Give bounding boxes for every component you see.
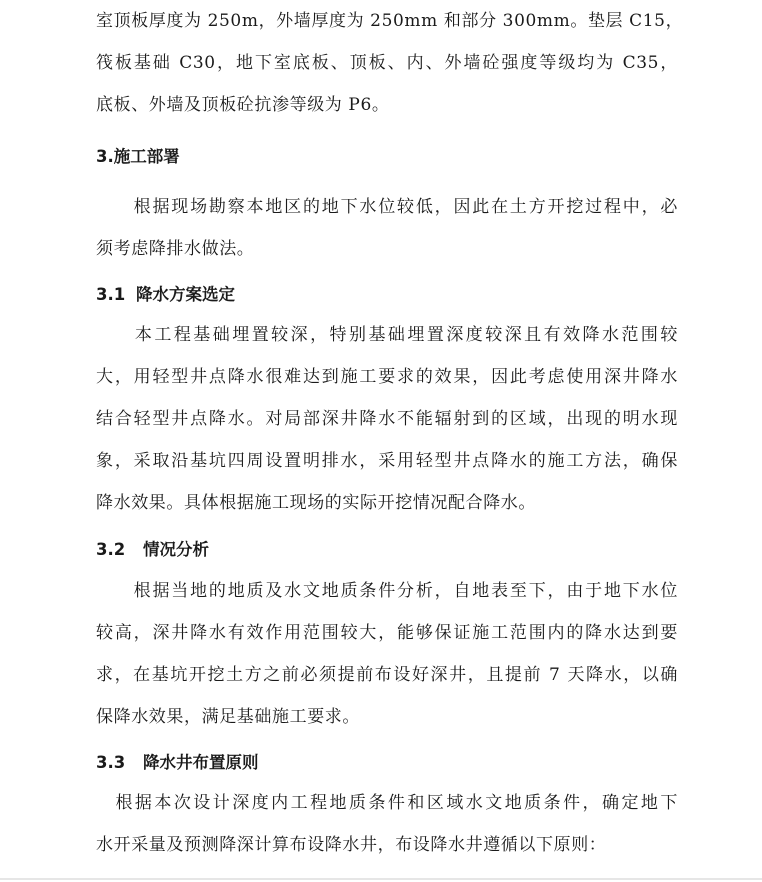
paragraph-section-3-3 (96, 782, 678, 866)
section-heading-3 (96, 143, 180, 171)
page-bottom-edge (0, 878, 762, 880)
section-title: 情况分析 (143, 540, 209, 559)
text-line: 较高，深井降水有效作用范围较大，能够保证施工范围内的降水达到要 (96, 623, 678, 643)
text-line: 根据现场勘察本地区的地下水位较低，因此在土方开挖过程中，必 (96, 197, 678, 217)
text-line: 室顶板厚度为 250m，外墙厚度为 250mm 和部分 300mm。垫层 C15， (96, 11, 684, 31)
text-line: 大，用轻型井点降水很难达到施工要求的效果，因此考虑使用深井降水 (96, 367, 678, 387)
text-line: 根据本次设计深度内工程地质条件和区域水文地质条件，确定地下 (96, 793, 678, 813)
section-title: 降水井布置原则 (143, 753, 259, 772)
section-heading-3-1 (96, 281, 235, 309)
paragraph-section-3-1 (96, 314, 678, 524)
text-line: 象，采取沿基坑四周设置明排水，采用轻型井点降水的施工方法，确保 (96, 451, 678, 471)
section-number: 3.3 (96, 753, 126, 772)
text-line: 须考虑降排水做法。 (96, 239, 255, 259)
text-line: 求，在基坑开挖土方之前必须提前布设好深井，且提前 7 天降水，以确 (96, 665, 678, 685)
section-number: 3.2 (96, 540, 126, 559)
paragraph-section-3 (96, 186, 678, 270)
section-heading-3-2 (96, 536, 209, 564)
section-title: 降水方案选定 (136, 285, 235, 304)
text-line: 水开采量及预测降深计算布设降水井，布设降水井遵循以下原则： (96, 835, 607, 855)
text-line: 根据当地的地质及水文地质条件分析，自地表至下，由于地下水位 (96, 581, 678, 601)
text-line: 本工程基础埋置较深，特别基础埋置深度较深且有效降水范围较 (96, 325, 678, 345)
text-line: 结合轻型井点降水。对局部深井降水不能辐射到的区域，出现的明水现 (96, 409, 678, 429)
text-line: 筏板基础 C30，地下室底板、顶板、内、外墙砼强度等级均为 C35， (96, 53, 678, 73)
paragraph-section-3-2 (96, 570, 678, 738)
text-line: 底板、外墙及顶板砼抗渗等级为 P6。 (96, 95, 390, 115)
section-number: 3.1 (96, 285, 126, 304)
text-line: 保降水效果，满足基础施工要求。 (96, 707, 360, 727)
text-line: 降水效果。具体根据施工现场的实际开挖情况配合降水。 (96, 493, 536, 513)
paragraph-intro (96, 0, 684, 126)
section-heading-3-3 (96, 749, 259, 777)
section-heading-text: 3.施工部署 (96, 147, 180, 166)
